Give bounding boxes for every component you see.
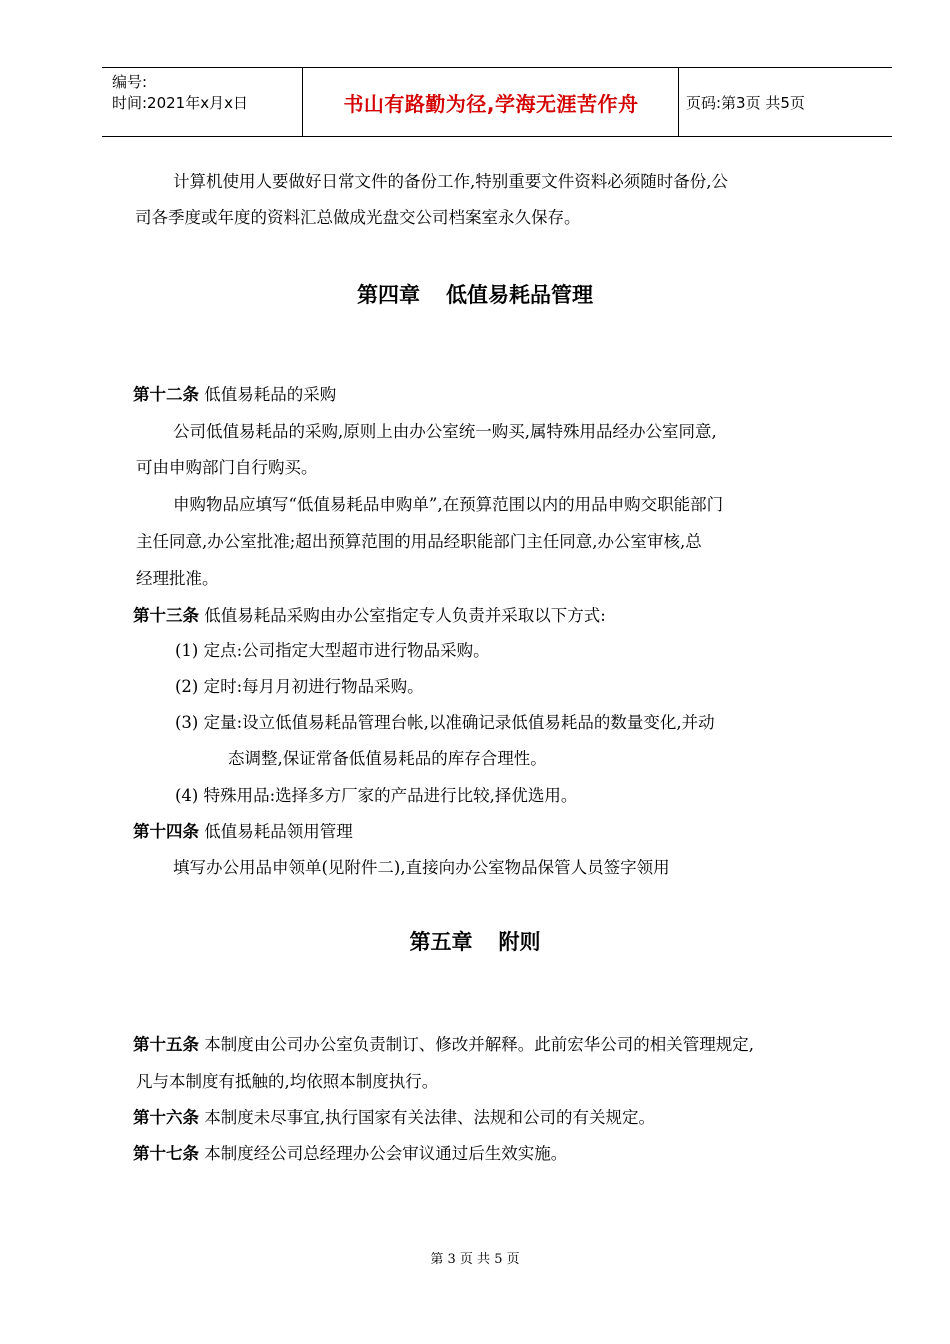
article-title: 低值易耗品领用管理 — [204, 822, 353, 841]
article-paragraph — [133, 1144, 567, 1164]
paragraph-line: 申购物品应填写“低值易耗品申购单”,在预算范围以内的用品申购交职能部门 — [173, 495, 724, 514]
paragraph-line: 可由申购部门自行购买。 — [136, 458, 318, 477]
chapter-title: 附则 — [498, 930, 541, 954]
chapter-title: 低值易耗品管理 — [446, 283, 593, 307]
chapter-number: 第四章 — [357, 283, 420, 307]
list-item-continuation: 态调整,保证常备低值易耗品的库存合理性。 — [228, 749, 547, 768]
article-title: 低值易耗品的采购 — [204, 385, 337, 404]
header-motto: 书山有路勤为径,学海无涯苦作舟 — [343, 91, 639, 116]
article-label: 第十五条 — [133, 1035, 199, 1054]
chapter-heading — [0, 282, 950, 308]
article-paragraph — [133, 1108, 655, 1128]
document-number-label: 编号: — [112, 73, 148, 91]
chapter-number: 第五章 — [409, 930, 473, 954]
document-time-label: 时间:2021年x月x日 — [112, 94, 248, 112]
paragraph-line: 凡与本制度有抵触的,均依照本制度执行。 — [136, 1072, 439, 1091]
paragraph-line: 司各季度或年度的资料汇总做成光盘交公司档案室永久保存。 — [135, 208, 581, 227]
article-text: 本制度未尽事宜,执行国家有关法律、法规和公司的有关规定。 — [204, 1108, 655, 1127]
article-heading — [133, 385, 336, 405]
list-item: (1) 定点:公司指定大型超市进行物品采购。 — [175, 641, 490, 660]
header-divider — [302, 68, 303, 136]
article-label: 第十六条 — [133, 1108, 199, 1127]
list-item: (4) 特殊用品:选择多方厂家的产品进行比较,择优选用。 — [175, 786, 578, 805]
header-divider — [678, 68, 679, 136]
article-label: 第十七条 — [133, 1144, 199, 1163]
paragraph-line: 计算机使用人要做好日常文件的备份工作,特别重要文件资料必须随时备份,公 — [173, 172, 728, 191]
page-footer: 第 3 页 共 5 页 — [430, 1252, 520, 1267]
article-text: 本制度经公司总经理办公会审议通过后生效实施。 — [204, 1144, 568, 1163]
article-label: 第十三条 — [133, 606, 199, 625]
paragraph-line: 经理批准。 — [136, 569, 219, 588]
article-title: 低值易耗品采购由办公室指定专人负责并采取以下方式: — [204, 606, 606, 625]
header-page-label: 页码:第3页 共5页 — [686, 93, 805, 112]
paragraph-line: 主任同意,办公室批准;超出预算范围的用品经职能部门主任同意,办公室审核,总 — [136, 532, 702, 551]
paragraph-line: 公司低值易耗品的采购,原则上由办公室统一购买,属特殊用品经办公室同意, — [173, 422, 717, 441]
article-paragraph — [133, 1035, 754, 1055]
article-text: 本制度由公司办公室负责制订、修改并解释。此前宏华公司的相关管理规定, — [204, 1035, 754, 1054]
article-heading — [133, 606, 606, 626]
chapter-heading — [0, 929, 950, 955]
article-label: 第十四条 — [133, 822, 199, 841]
article-label: 第十二条 — [133, 385, 199, 404]
article-heading — [133, 822, 353, 842]
list-item: (3) 定量:设立低值易耗品管理台帐,以准确记录低值易耗品的数量变化,并动 — [175, 713, 715, 732]
page-header — [102, 67, 892, 137]
header-meta — [112, 72, 248, 114]
paragraph-line: 填写办公用品申领单(见附件二),直接向办公室物品保管人员签字领用 — [173, 858, 670, 877]
list-item: (2) 定时:每月月初进行物品采购。 — [175, 677, 424, 696]
